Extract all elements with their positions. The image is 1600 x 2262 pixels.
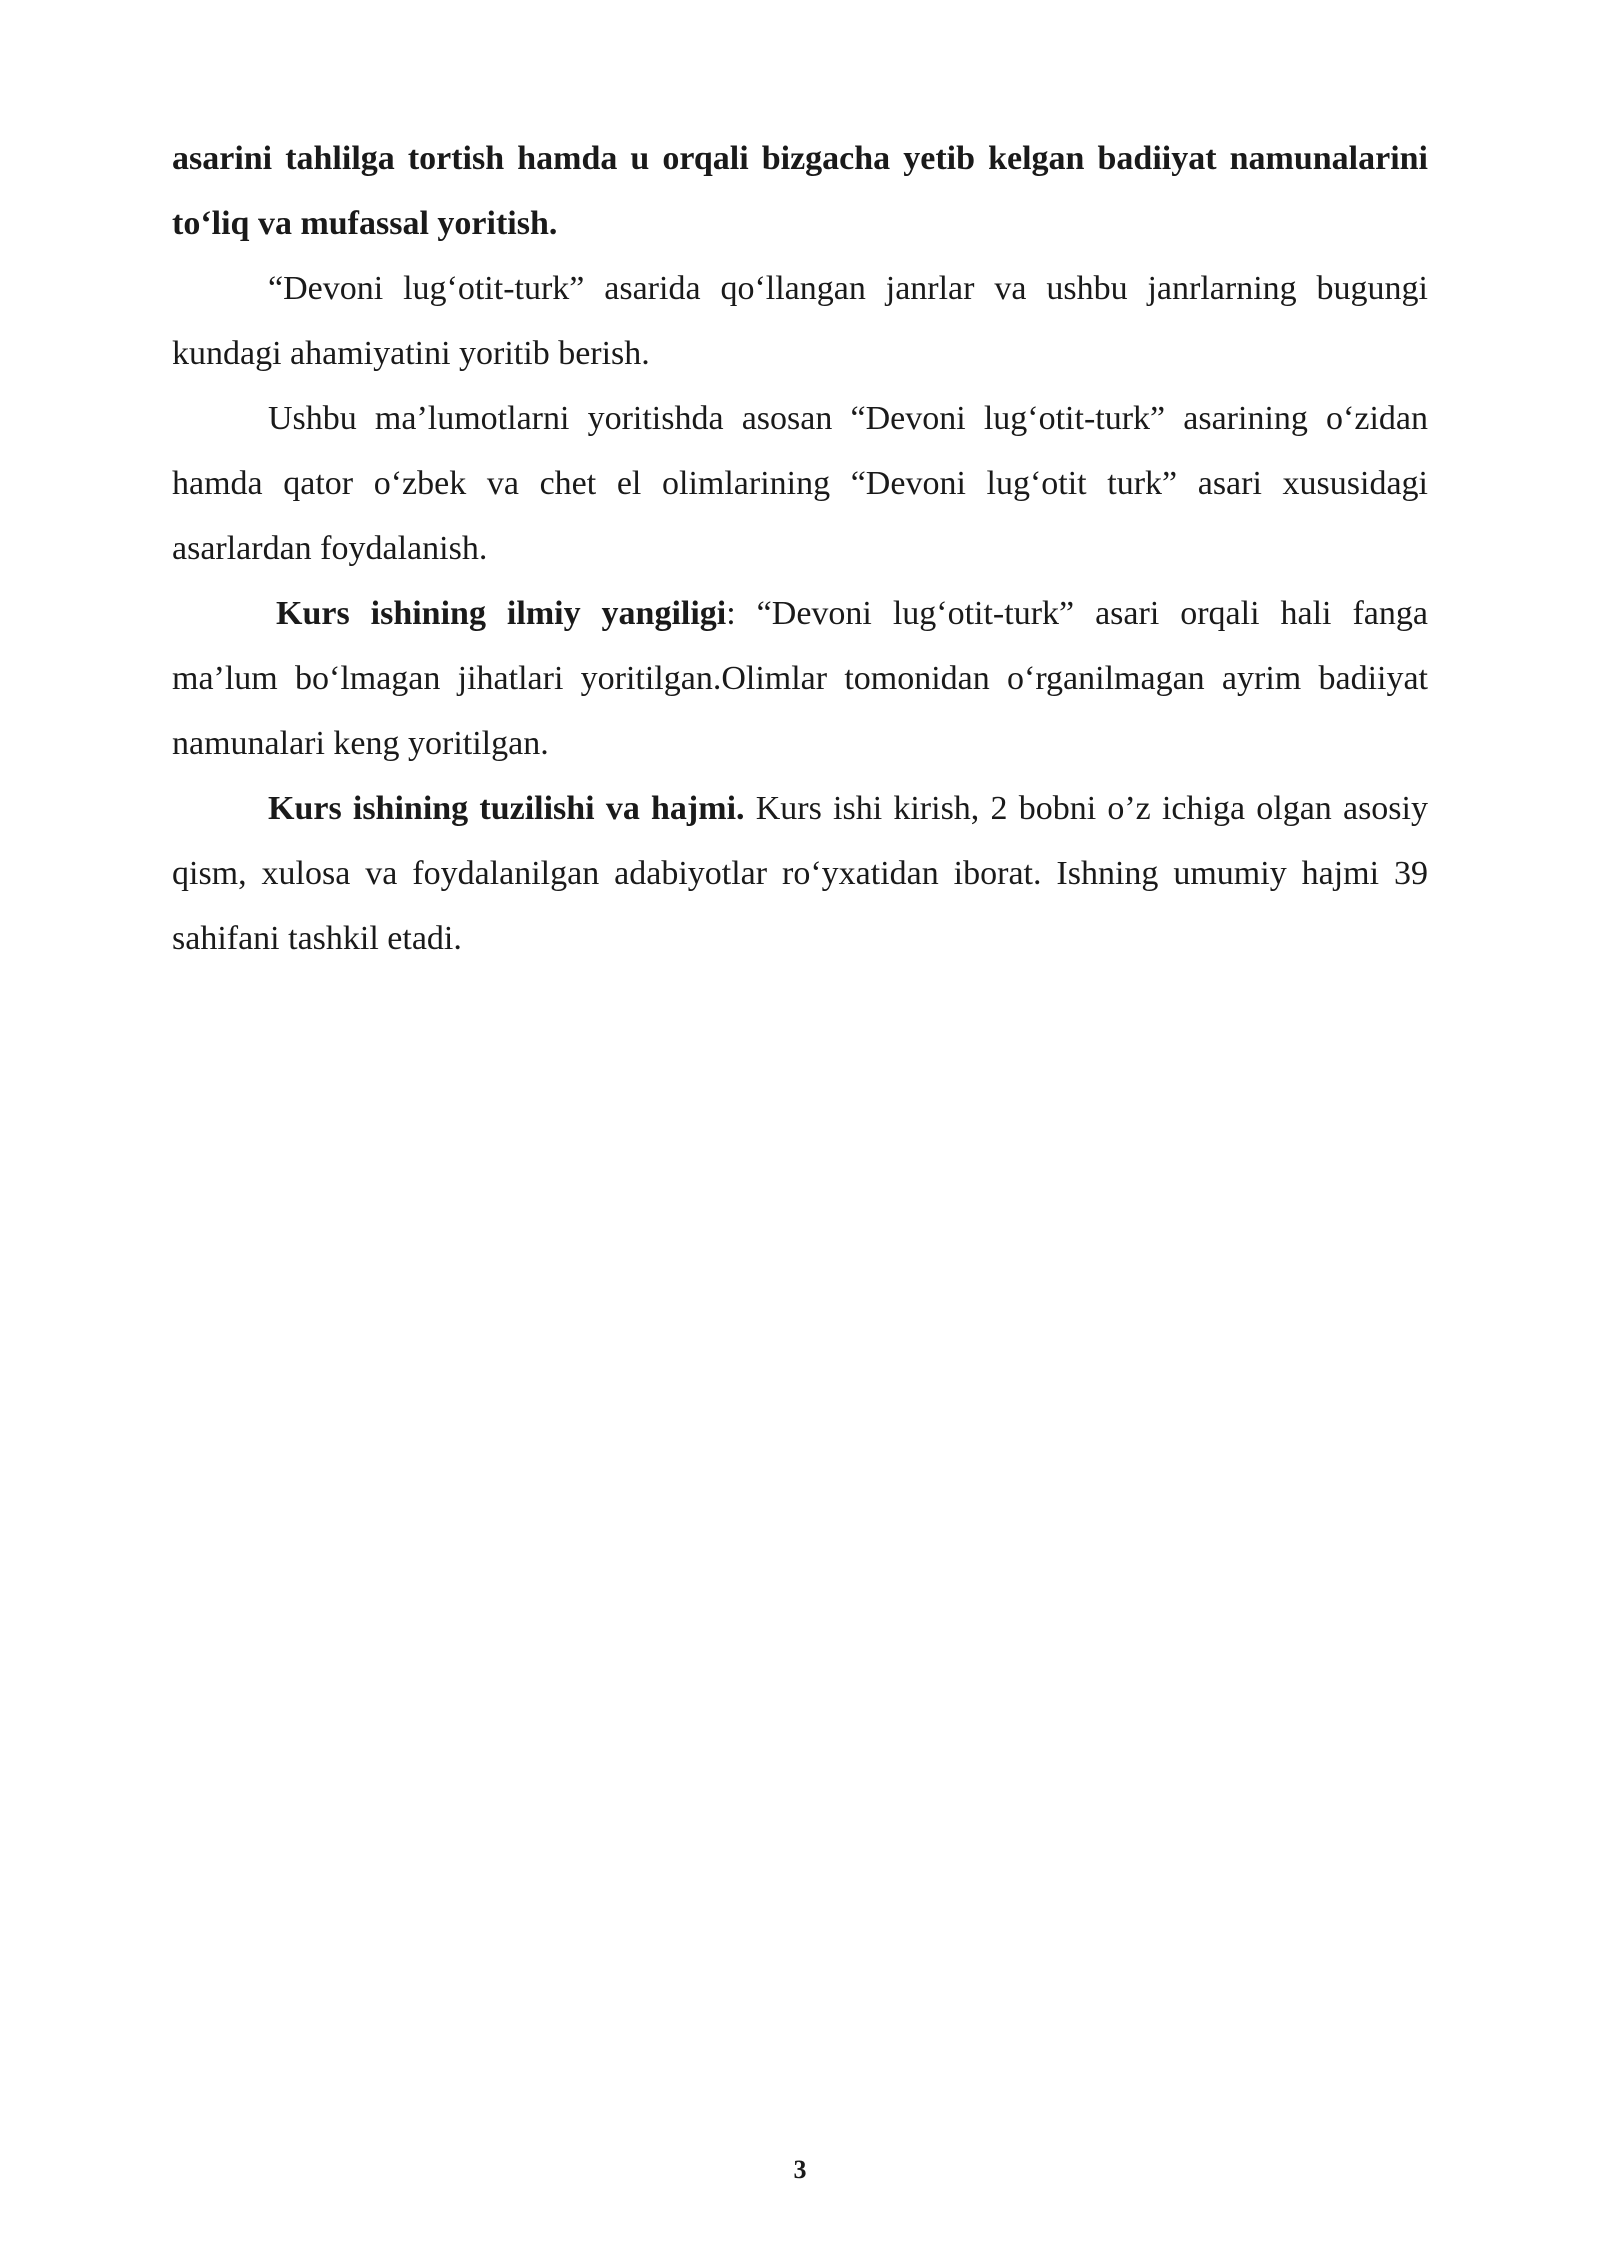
structure-volume-heading: Kurs ishining tuzilishi va hajmi. — [268, 790, 745, 827]
structure-volume-text: Kurs ishi kirish, 2 bobni o’z ichiga olgan asosiy qism, xulosa va foydalanilgan adabiyotlar ro‘yxatidan iborat. Ishning umumiy hajmi 39 sahifani tashkil etadi. — [172, 790, 1428, 957]
paragraph-structure-volume — [172, 776, 1428, 971]
goal-continuation-text: asarini tahlilga tortish hamda u orqali bizgacha yetib kelgan badiiyat namunalarini to‘liq va mufassal yoritish. — [172, 140, 1428, 242]
page-number: 3 — [793, 2155, 807, 2184]
scientific-novelty-heading: Kurs ishining ilmiy yangiligi — [276, 595, 727, 632]
paragraph-sources — [172, 386, 1428, 581]
genres-task-text: “Devoni lug‘otit-turk” asarida qo‘llangan janrlar va ushbu janrlarning bugungi kundagi ahamiyatini yoritib berish. — [172, 270, 1428, 372]
paragraph-scientific-novelty — [172, 581, 1428, 776]
paragraph-goal-continuation — [172, 126, 1428, 256]
scientific-novelty-text: : “Devoni lug‘otit-turk” asari orqali hali fanga ma’lum bo‘lmagan jihatlari yoritilgan.Olimlar tomonidan o‘rganilmagan ayrim badiiyat namunalari keng yoritilgan. — [172, 595, 1428, 762]
paragraph-genres-task — [172, 256, 1428, 386]
sources-text: Ushbu ma’lumotlarni yoritishda asosan “Devoni lug‘otit-turk” asarining o‘zidan hamda qator o‘zbek va chet el olimlarining “Devoni lug‘otit turk” asari xususidagi asarlardan foydalanish. — [172, 400, 1428, 567]
page-body — [172, 126, 1428, 971]
